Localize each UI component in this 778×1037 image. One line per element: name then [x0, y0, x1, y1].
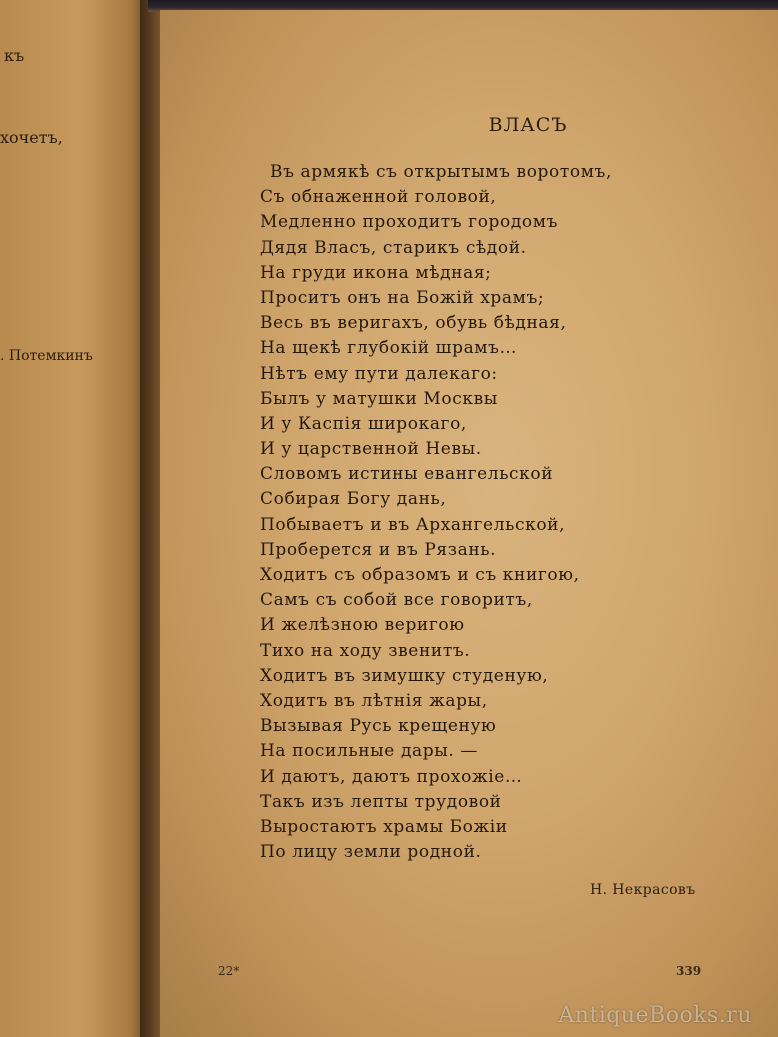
poem-line: Ходитъ въ лѣтнія жары, — [260, 690, 488, 711]
poem-line: Выростаютъ храмы Божіи — [260, 816, 508, 837]
left-page-text-line: хочетъ, — [0, 128, 63, 147]
poem-body — [260, 160, 612, 865]
poem-line: На посильные дары. — — [260, 741, 478, 762]
poem-line: Проситъ онъ на Божій храмъ; — [260, 287, 545, 308]
signature-mark: 22* — [218, 964, 240, 978]
poem-line: И у царственной Невы. — [260, 439, 482, 460]
poem-line: Весь въ веригахъ, обувь бѣдная, — [260, 313, 567, 334]
poem-line: Дядя Власъ, старикъ сѣдой. — [260, 237, 527, 258]
left-page-author: . Потемкинъ — [0, 348, 93, 364]
poem-line: Такъ изъ лепты трудовой — [260, 791, 502, 812]
watermark-text: AntiqueBooks.ru — [558, 1003, 752, 1028]
poem-line: И у Каспія широкаго, — [260, 413, 467, 434]
poem-line: Словомъ истины евангельской — [260, 464, 554, 485]
poem-line: На груди икона мѣдная; — [260, 262, 492, 283]
left-page-text-line: къ — [4, 46, 25, 65]
poem-author: Н. Некрасовъ — [590, 882, 696, 898]
poem-line: Съ обнаженной головой, — [260, 187, 497, 208]
poem-line: Самъ съ собой все говоритъ, — [260, 590, 533, 611]
poem-line: Проберется и въ Рязань. — [260, 539, 497, 560]
poem-line: Ходитъ въ зимушку студеную, — [260, 665, 549, 686]
poem-line: Ходитъ съ образомъ и съ книгою, — [260, 565, 580, 585]
poem-line: Тихо на ходу звенитъ. — [260, 640, 471, 661]
right-page — [160, 10, 778, 1037]
page-number: 339 — [676, 964, 702, 978]
left-page — [0, 0, 148, 1037]
poem-line: Въ армякѣ съ открытымъ воротомъ, — [270, 162, 612, 182]
poem-line: Нѣтъ ему пути далекаго: — [260, 363, 498, 384]
poem-line: Вызывая Русь крещеную — [260, 716, 497, 737]
poem-line: И желѣзною веригою — [260, 615, 465, 636]
poem-title: ВЛАСЪ — [488, 114, 568, 136]
poem-line: Былъ у матушки Москвы — [260, 388, 498, 409]
poem-line: Собирая Богу дань, — [260, 489, 447, 510]
poem-line: Побываетъ и въ Архангельской, — [260, 514, 566, 535]
poem-line: На щекѣ глубокій шрамъ… — [260, 338, 518, 359]
poem-line: И даютъ, даютъ прохожіе… — [260, 766, 523, 787]
poem-line: По лицу земли родной. — [260, 842, 482, 863]
poem-line: Медленно проходитъ городомъ — [260, 212, 558, 233]
